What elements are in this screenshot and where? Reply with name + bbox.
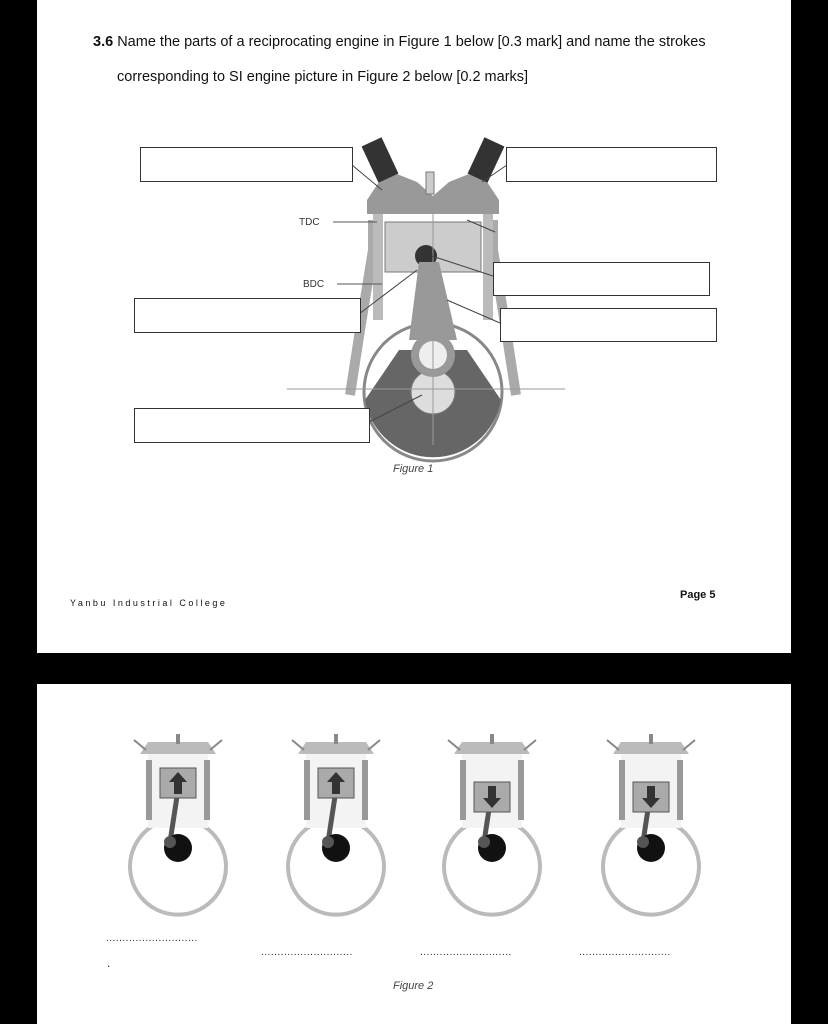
stroke-answer-4[interactable]: ............................ <box>579 947 671 958</box>
intake-valve-spring <box>362 137 399 183</box>
answer-box-2[interactable] <box>506 147 717 182</box>
answer-box-3[interactable] <box>493 262 710 296</box>
bdc-label: BDC <box>303 279 325 290</box>
question-text-1: Name the parts of a reciprocating engine in Figure 1 below [0.3 mark] and name the strokes <box>117 34 706 50</box>
question-number: 3.6 <box>93 34 114 50</box>
college-name: Yanbu Industrial College <box>70 598 228 608</box>
answer-box-5[interactable] <box>500 308 717 342</box>
cylinder-wall-right <box>483 210 493 320</box>
exhaust-valve-spring <box>468 137 505 183</box>
engine-stroke-3 <box>444 734 540 915</box>
question-line-2: corresponding to SI engine picture in Figure 2 below [0.2 marks] <box>117 69 529 85</box>
engine-stroke-2 <box>288 734 384 915</box>
page-number: Page 5 <box>680 589 716 601</box>
stroke-diagrams <box>37 684 791 1024</box>
worksheet-page-2 <box>37 684 791 1024</box>
stroke-answer-2[interactable]: ............................ <box>261 947 353 958</box>
cylinder-wall-left <box>373 210 383 320</box>
answer-box-1[interactable] <box>140 147 353 182</box>
answer-box-4[interactable] <box>134 298 361 333</box>
engine-stroke-4 <box>603 734 699 915</box>
figure-2-caption: Figure 2 <box>393 980 434 992</box>
figure-1-caption: Figure 1 <box>393 463 434 475</box>
stroke-answer-3[interactable]: ............................ <box>420 947 512 958</box>
bullet-mark: . <box>107 956 111 970</box>
stroke-answer-1[interactable]: ............................ <box>106 933 198 944</box>
answer-box-6[interactable] <box>134 408 370 443</box>
spark-plug <box>426 172 434 194</box>
worksheet-page-1 <box>37 0 791 653</box>
tdc-label: TDC <box>299 217 320 228</box>
engine-stroke-1 <box>130 734 226 915</box>
